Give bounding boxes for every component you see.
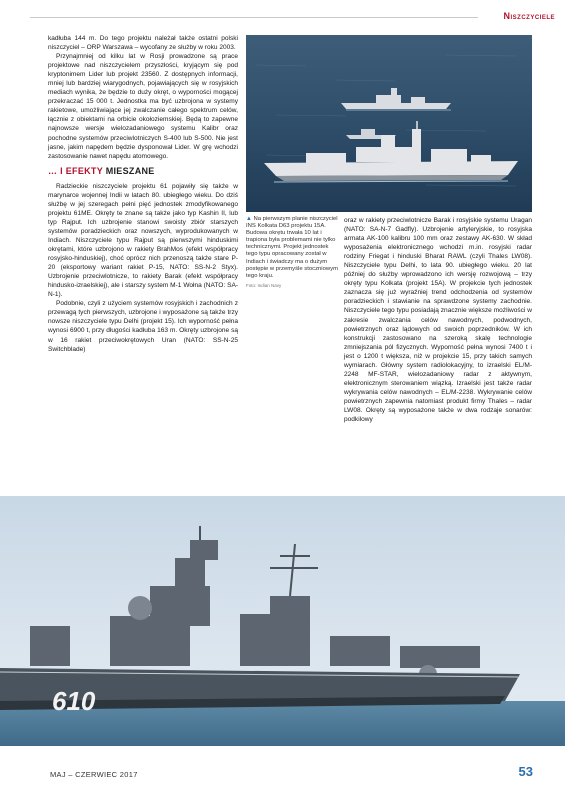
photo-destroyer-610 — [0, 496, 565, 746]
page-number: 53 — [518, 764, 533, 779]
footer-issue — [50, 770, 138, 779]
paragraph: kadłuba 144 m. Do tego projektu należał także ostatni polski niszczyciel – ORP Warszawa – wycofany ze służby w roku 2003. — [48, 35, 238, 52]
right-column — [344, 216, 532, 424]
paragraph: Podobnie, czyli z użyciem systemów rosyjskich i zachodnich z przewagą tych pierwszych, uzbrojone i wyposażone są także trzy nowsze niszczyciele typu Delhi (projekt 15). Ich wyporność pełna wynosi 6900 t, przy długości kadłuba 163 m. Okręty uzbrojone są w 16 rakiet przeciwokrętowych Uran (NATO: SS-N-25 Switchblade) — [48, 300, 238, 353]
caption-text: Na pierwszym planie niszczyciel INS Kolkata D63 projektu 15A. Budowa okrętu trwała 10 lat i trapiona była problemami nie tylko technicznymi. Projekt jednostek tego typu opracowany został w Indiach i świadczy ma o dużym postępie w przemyśle stoczniowym tego kraju. — [246, 216, 338, 279]
header-rule — [30, 17, 478, 18]
paragraph: Radzieckie niszczyciele projektu 61 pojawiły się także w marynarce wojennej Indii w latach 80. ubiegłego wieku. Do dziś służbę w jej szeregach pełni pięć jednostek zmodyfikowanego projektu 61ME. Okręty te znane są także jako typ Kashin II, lub typ Rajput. Ich uzbrojenie stanowi swoisty zbiór starszych systemów poradzieckich oraz nowszych, wyprodukowanych w Indiach. Niszczyciele typu Rajput są pierwszymi hinduskimi okrętami, które uzbrojono w rakiety BrahMos (efekt współpracy rosyjsko-hinduskiej), choć oprócz nich przenoszą także stare P-20 (eksportowy wariant rakiet P-15, NATO: SS-N-2 Styx). Uzbrojenie przeciwlotnicze, to rakiety Barak (efekt współpracy hindusko-izraelskiej), ale i starszy system M-1 Wołna (NATO: SA-N-1). — [48, 182, 238, 299]
footer-year: 2017 — [119, 770, 138, 779]
hull-number: 610 — [52, 686, 96, 716]
photo-caption — [246, 216, 338, 289]
section-heading — [48, 167, 238, 176]
section-heading-rest: MIESZANE — [105, 165, 155, 176]
paragraph: oraz w rakiety przeciwlotnicze Barak i rosyjskie systemu Uragan (NATO: SA-N-7 Gadfly). Uzbrojenie artyleryjskie, to rosyjska armata AK-100 kalibru 100 mm oraz zestawy AK-630. W skład wyposażenia elektronicznego wchodzi m.in. rosyjski radar rodziny Friegat i hinduski Bharat RAWL (czyli Thales LW08). Niszczyciele typu Delhi, to lata 90. ubiegłego wieku. 20 lat później do służby wprowadzono ich wersję rozwojową – trzy okręty typu Kolkata (projekt 15A). W projekcie tych jednostek zaznacza się już wyraźniej trend odchodzenia od systemów poradzieckich i stawianie na sprawdzone systemy zachodnie. Niszczyciele tego typu posiadają znacznie większe możliwości w zakresie zwalczania celów nawodnych, podwodnych, powietrznych oraz lądowych od swoich poprzedników. W ich konstrukcji zastosowano na szeroką skalę technologie zmniejszania pól fizycznych. Wyporność pełna wynosi 7400 t i jest o 1200 t większa, niż w projekcie 15, przy takich samych wymiarach. Główny system radiolokacyjny, to izraelski EL/M-2248 MF-STAR, wielozadaniowy radar z aktywnym, elektronicznym sterowaniem wiązką. Izraelski jest także radar wykrywania celów nawodnych – EL/M-2238. Wykrywanie celów powietrznych zapewnia natomiast produkt firmy Thales – radar LW08. Okręty są wyposażone także w dwa rodzaje sonarów: podkilowy — [344, 217, 532, 424]
running-header: Niszczyciele — [503, 11, 555, 21]
section-heading-dots: … — [48, 165, 58, 176]
photo-credit: Foto: Indian Navy — [246, 282, 282, 288]
section-heading-highlight: I EFEKTY — [60, 165, 103, 176]
caption-arrow-icon: ▲ — [246, 216, 252, 222]
left-column — [48, 34, 238, 354]
footer-issue-label: MAJ – CZERWIEC — [50, 770, 118, 779]
photo-ships-at-sea — [246, 35, 532, 212]
paragraph: Przynajmniej od kilku lat w Rosji prowadzone są prace projektowe nad niszczycielem przyszłości, kryjącym się pod kryptonimem Lider lub projekt 23560. Z dostępnych informacji, mniej lub bardziej wiarygodnych, pojawiających się w rosyjskich mediach wynika, że będzie to duży okręt, o wyporności mogącej przekraczać 15 000 t. Jednostka ma być uzbrojona w systemy rakietowe, umożliwiające jej zwalczanie całego spektrum celów, łącznie z obiektami na orbicie okołoziemskiej. Będą to zapewne najnowsze wersje wielozadaniowego systemu Kalibr oraz pochodne systemów przeciwlotniczych S-400 lub S-500. Nie jest jasne, jakim napędem będzie dysponował Lider. W grę wchodzi zastosowanie nawet napędu atomowego. — [48, 53, 238, 160]
